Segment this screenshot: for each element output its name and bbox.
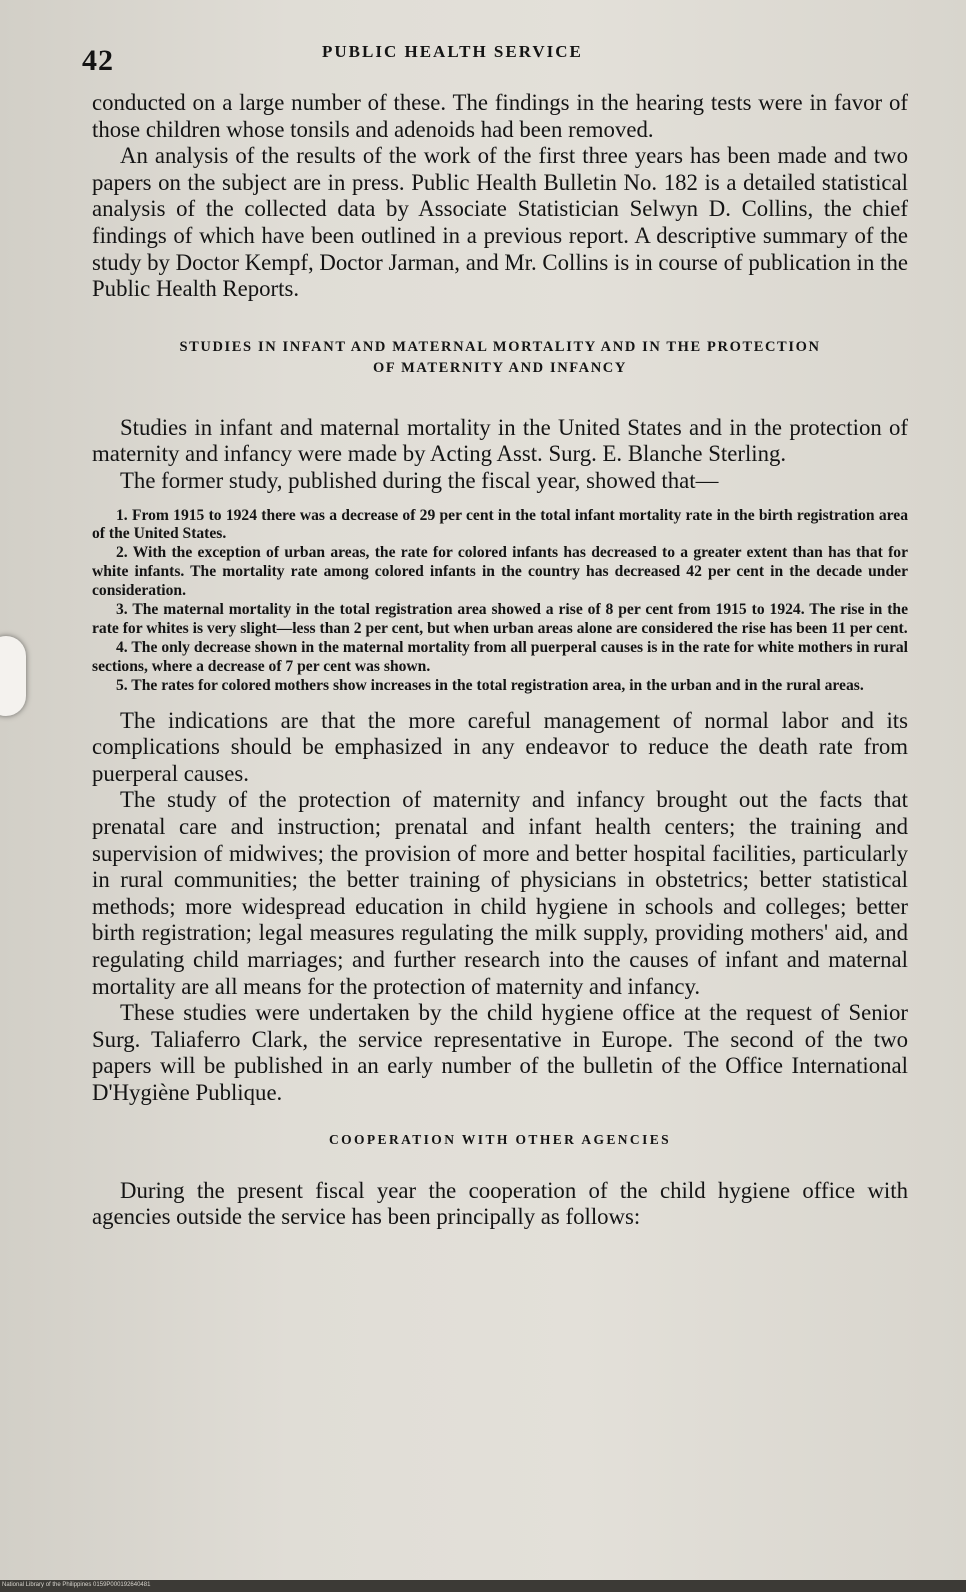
- paragraph-former-study: The former study, published during the fiscal year, showed that—: [120, 467, 719, 493]
- binding-hole-mark: [0, 636, 26, 716]
- paragraph-hearing-tests: conducted on a large number of these. The findings in the hearing tests were in favor of those children whose tonsils and adenoids had been removed.: [92, 90, 908, 142]
- page-body: [92, 90, 908, 1231]
- finding-item-1: 1. From 1915 to 1924 there was a decrease of 29 per cent in the total infant mortality rate in the birth registration area of the United States.: [92, 506, 908, 543]
- paragraph-indications: The indications are that the more careful management of normal labor and its complications should be emphasized in any endeavor to reduce the death rate from puerperal causes.: [92, 707, 908, 786]
- findings-list: [92, 507, 908, 696]
- running-title: PUBLIC HEALTH SERVICE: [322, 42, 583, 61]
- paragraph-analysis: An analysis of the results of the work of the first three years has been made and two papers on the subject are in press. Public Health Bulletin No. 182 is a detailed statistical analysis of the collected data by Associate Statistician Selwyn D. Collins, the chief findings of which have been outlined in a previous report. A descriptive summary of the study by Doctor Kempf, Doctor Jarman, and Mr. Collins is in course of publication in the Public Health Reports.: [92, 143, 908, 302]
- paragraph-studies-intro: Studies in infant and maternal mortality in the United States and in the protection of maternity and infancy were made by Acting Asst. Surg. E. Blanche Sterling.: [92, 414, 908, 467]
- section-heading-infant-maternal: [92, 337, 908, 379]
- finding-item-2: 2. With the exception of urban areas, the rate for colored infants has decreased to a greater extent than has that for white infants. The mortality rate among colored infants in the country has decreased 42 per cent in the decade under consideration.: [92, 544, 908, 600]
- paragraph-cooperation: During the present fiscal year the cooperation of the child hygiene office with agencies outside the service has been principally as follows:: [92, 1177, 908, 1230]
- section-heading-cooperation-text: COOPERATION WITH OTHER AGENCIES: [328, 1131, 672, 1147]
- paragraph-studies-undertaken: These studies were undertaken by the child hygiene office at the request of Senior Surg. Taliaferro Clark, the service representative in Europe. The second of the two papers will be published in an early number of the bulletin of the Office International D'Hygiène Publique.: [92, 1000, 908, 1105]
- running-header: [82, 40, 912, 80]
- section-heading-line-2: OF MATERNITY AND INFANCY: [373, 359, 627, 376]
- finding-item-4: 4. The only decrease shown in the maternal mortality from all puerperal causes is in the rate for white mothers in rural sections, where a decrease of 7 per cent was shown.: [92, 638, 908, 675]
- section-heading-cooperation: [92, 1129, 908, 1150]
- finding-item-5: 5. The rates for colored mothers show increases in the total registration area, in the urban and in the rural areas.: [116, 676, 864, 694]
- page-number: 42: [82, 44, 114, 77]
- finding-item-3: 3. The maternal mortality in the total registration area showed a rise of 8 per cent from 1915 to 1924. The rise in the rate for whites is very slight—less than 2 per cent, but when urban areas alone are considered the rise has been 11 per cent.: [92, 601, 908, 637]
- footer-credit: National Library of the Philippines 0159P000192640481: [2, 1582, 151, 1588]
- section-heading-line-1: STUDIES IN INFANT AND MATERNAL MORTALITY AND IN THE PROTECTION: [179, 338, 821, 355]
- paragraph-protection-study: The study of the protection of maternity and infancy brought out the facts that prenatal care and instruction; prenatal and infant health centers; the training and supervision of midwives; the provision of more and better hospital facilities, particularly in rural communities; the better training of physicians in obstetrics; better statistical methods; more widespread education in child hygiene in schools and colleges; better birth registration; legal measures regulating the milk supply, providing mothers' aid, and regulating child marriages; and further research into the causes of infant and maternal mortality are all means for the protection of maternity and infancy.: [92, 787, 908, 999]
